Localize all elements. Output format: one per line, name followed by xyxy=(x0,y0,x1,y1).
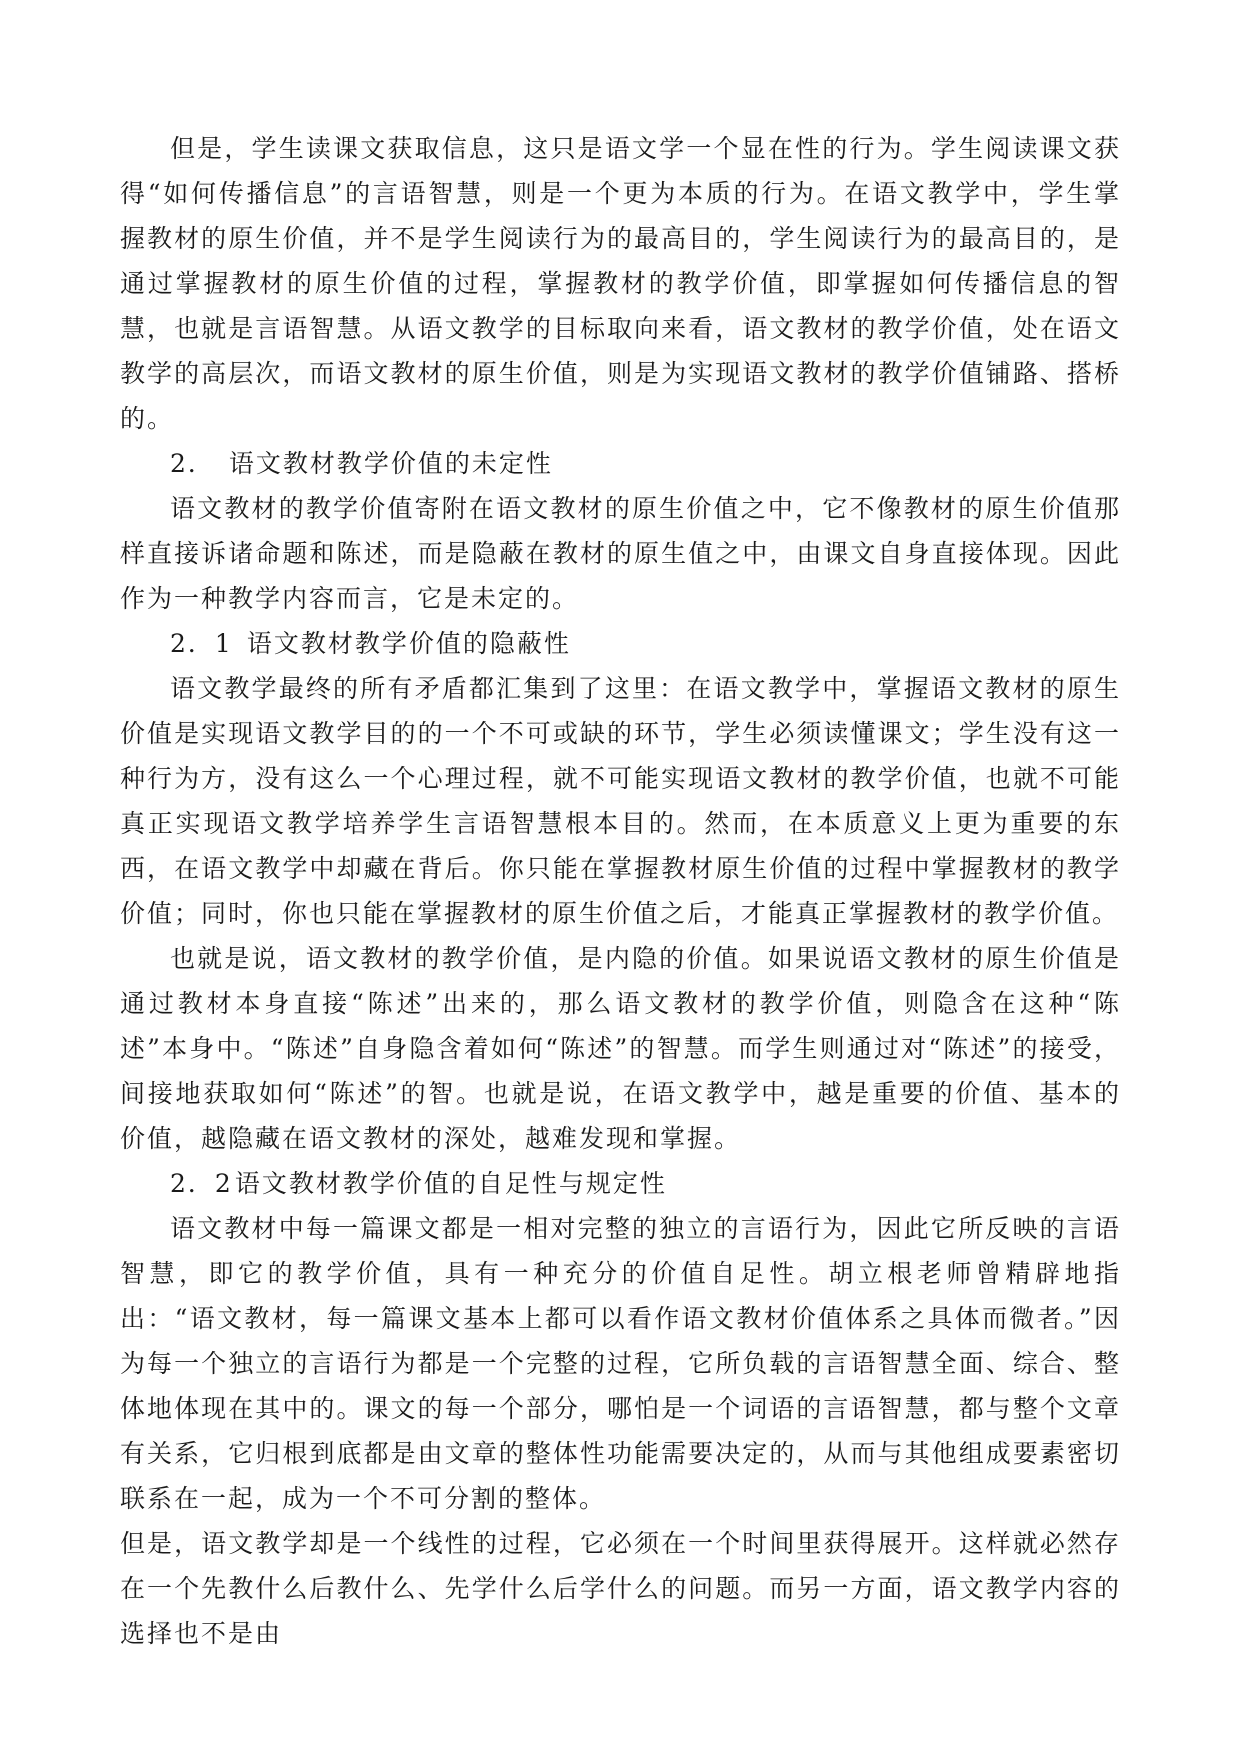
subsection-title: 语文教材教学价值的隐蔽性 xyxy=(246,629,571,658)
section-heading xyxy=(120,441,1121,486)
subsection-number: 2．2 xyxy=(170,1169,233,1198)
subsection-number: 2．1 xyxy=(170,629,233,658)
paragraph: 但是，语文教学却是一个线性的过程，它必须在一个时间里获得展开。这样就必然存在一个先教什么后教什么、先学什么后学什么的问题。而另一方面，语文教学内容的选择也不是由 xyxy=(120,1529,1121,1648)
paragraph: 但是，学生读课文获取信息，这只是语文学一个显在性的行为。学生阅读课文获得“如何传播信息”的言语智慧，则是一个更为本质的行为。在语文教学中，学生掌握教材的原生价值，并不是学生阅读行为的最高目的，学生阅读行为的最高目的，是通过掌握教材的原生价值的过程，掌握教材的教学价值，即掌握如何传播信息的智慧，也就是言语智慧。从语文教学的目标取向来看，语文教材的教学价值，处在语文教学的高层次，而语文教材的原生价值，则是为实现语文教材的教学价值铺路、搭桥的。 xyxy=(120,134,1121,433)
subsection-heading xyxy=(120,621,1121,666)
document-page xyxy=(120,126,1121,1656)
paragraph: 也就是说，语文教材的教学价值，是内隐的价值。如果说语文教材的原生价值是通过教材本身直接“陈述”出来的，那么语文教材的教学价值，则隐含在这种“陈述”本身中。“陈述”自身隐含着如何“陈述”的智慧。而学生则通过对“陈述”的接受，间接地获取如何“陈述”的智。也就是说，在语文教学中，越是重要的价值、基本的价值，越隐藏在语文教材的深处，越难发现和掌握。 xyxy=(120,944,1121,1153)
subsection-title: 语文教材教学价值的自足性与规定性 xyxy=(234,1169,667,1198)
paragraph: 语文教材中每一篇课文都是一相对完整的独立的言语行为，因此它所反映的言语智慧，即它的教学价值，具有一种充分的价值自足性。胡立根老师曾精辟地指出：“语文教材，每一篇课文基本上都可以看作语文教材价值体系之具体而微者。”因为每一个独立的言语行为都是一个完整的过程，它所负载的言语智慧全面、综合、整体地体现在其中的。课文的每一个部分，哪怕是一个词语的言语智慧，都与整个文章有关系，它归根到底都是由文章的整体性功能需要决定的，从而与其他组成要素密切联系在一起，成为一个不可分割的整体。 xyxy=(120,1214,1121,1513)
paragraph: 语文教学最终的所有矛盾都汇集到了这里：在语文教学中，掌握语文教材的原生价值是实现语文教学目的的一个不可或缺的环节，学生必须读懂课文；学生没有这一种行为方，没有这么一个心理过程，就不可能实现语文教材的教学价值，也就不可能真正实现语文教学培养学生言语智慧根本目的。然而，在本质意义上更为重要的东西，在语文教学中却藏在背后。你只能在掌握教材原生价值的过程中掌握教材的教学价值；同时，你也只能在掌握教材的原生价值之后，才能真正掌握教材的教学价值。 xyxy=(120,674,1121,928)
subsection-heading xyxy=(120,1161,1121,1206)
paragraph: 语文教材的教学价值寄附在语文教材的原生价值之中，它不像教材的原生价值那样直接诉诸命题和陈述，而是隐蔽在教材的原生值之中，由课文自身直接体现。因此作为一种教学内容而言，它是未定的。 xyxy=(120,494,1121,613)
section-title: 语文教材教学价值的未定性 xyxy=(228,449,553,478)
section-number: 2． xyxy=(170,449,215,478)
